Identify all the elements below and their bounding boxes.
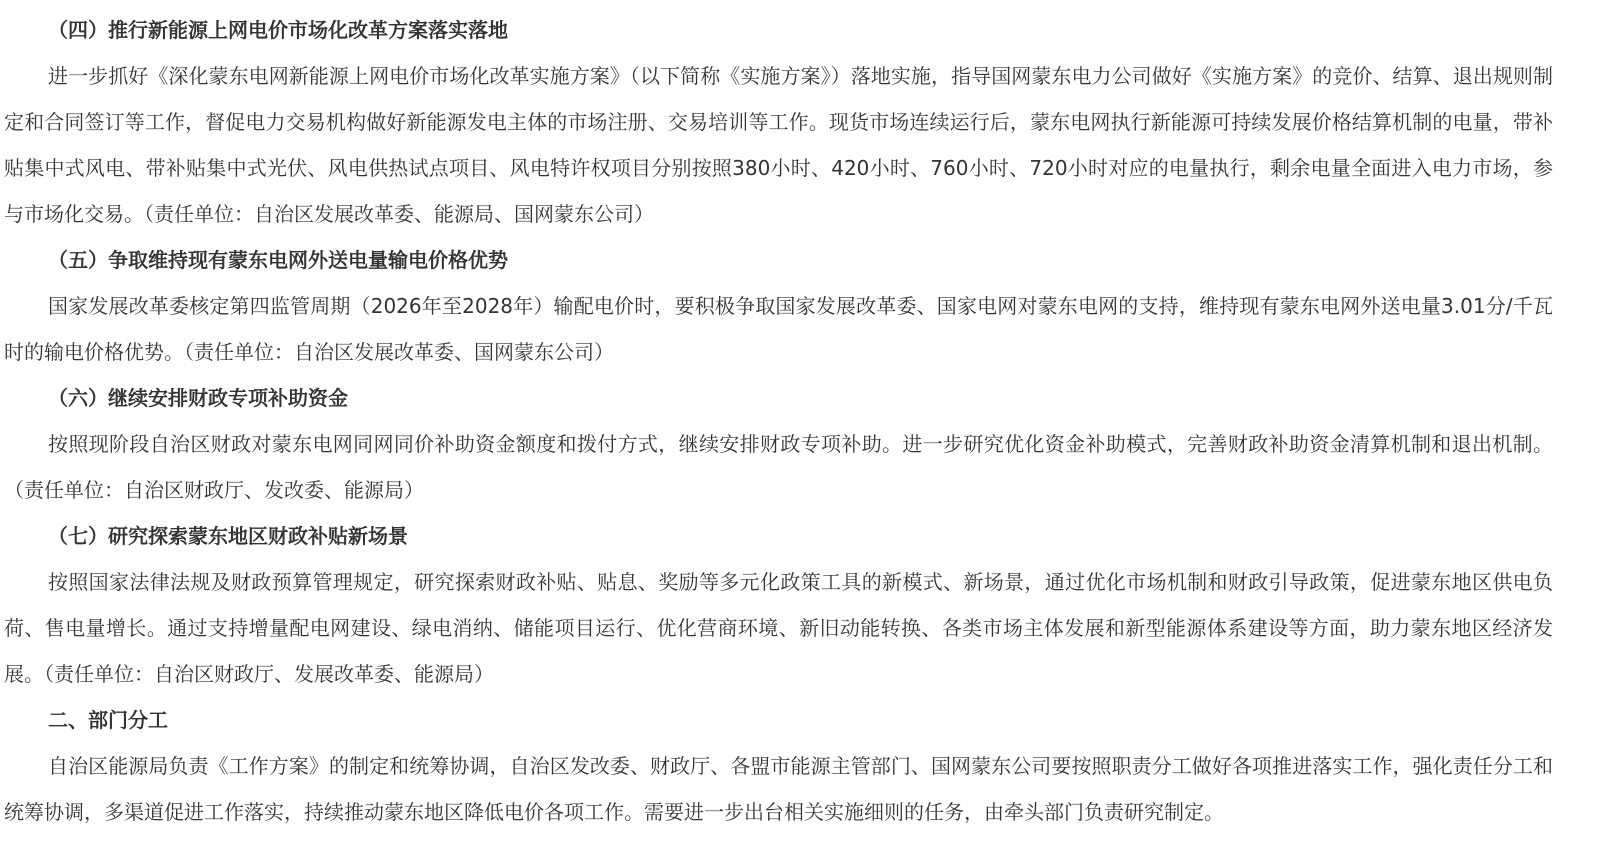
section-5-heading: （五）争取维持现有蒙东电网外送电量输电价格优势 bbox=[48, 248, 508, 272]
section-6-heading: （六）继续安排财政专项补助资金 bbox=[48, 386, 348, 410]
section-6-body: 按照现阶段自治区财政对蒙东电网同网同价补助资金额度和拨付方式，继续安排财政专项补助。进一步研究优化资金补助模式，完善财政补助资金清算机制和退出机制。（责任单位：自治区财政厅、发改委、能源局） bbox=[4, 432, 1553, 502]
part-2-body: 自治区能源局负责《工作方案》的制定和统筹协调，自治区发改委、财政厅、各盟市能源主管部门、国网蒙东公司要按照职责分工做好各项推进落实工作，强化责任分工和统筹协调，多渠道促进工作落实，持续推动蒙东地区降低电价各项工作。需要进一步出台相关实施细则的任务，由牵头部门负责研究制定。 bbox=[4, 754, 1553, 824]
part-2-heading: 二、部门分工 bbox=[48, 708, 168, 732]
section-7-body: 按照国家法律法规及财政预算管理规定，研究探索财政补贴、贴息、奖励等多元化政策工具的新模式、新场景，通过优化市场机制和财政引导政策，促进蒙东地区供电负荷、售电量增长。通过支持增量配电网建设、绿电消纳、储能项目运行、优化营商环境、新旧动能转换、各类市场主体发展和新型能源体系建设等方面，助力蒙东地区经济发展。（责任单位：自治区财政厅、发展改革委、能源局） bbox=[4, 570, 1553, 686]
section-7-heading: （七）研究探索蒙东地区财政补贴新场景 bbox=[48, 524, 408, 548]
section-4-heading: （四）推行新能源上网电价市场化改革方案落实落地 bbox=[48, 18, 508, 42]
section-5-body: 国家发展改革委核定第四监管周期（2026年至2028年）输配电价时，要积极争取国家发展改革委、国家电网对蒙东电网的支持，维持现有蒙东电网外送电量3.01分/千瓦时的输电价格优势。（责任单位：自治区发展改革委、国网蒙东公司） bbox=[4, 294, 1553, 364]
section-4-body: 进一步抓好《深化蒙东电网新能源上网电价市场化改革实施方案》（以下简称《实施方案》）落地实施，指导国网蒙东电力公司做好《实施方案》的竞价、结算、退出规则制定和合同签订等工作，督促电力交易机构做好新能源发电主体的市场注册、交易培训等工作。现货市场连续运行后，蒙东电网执行新能源可持续发展价格结算机制的电量，带补贴集中式风电、带补贴集中式光伏、风电供热试点项目、风电特许权项目分别按照380小时、420小时、760小时、720小时对应的电量执行，剩余电量全面进入电力市场，参与市场化交易。（责任单位：自治区发展改革委、能源局、国网蒙东公司） bbox=[4, 64, 1553, 226]
